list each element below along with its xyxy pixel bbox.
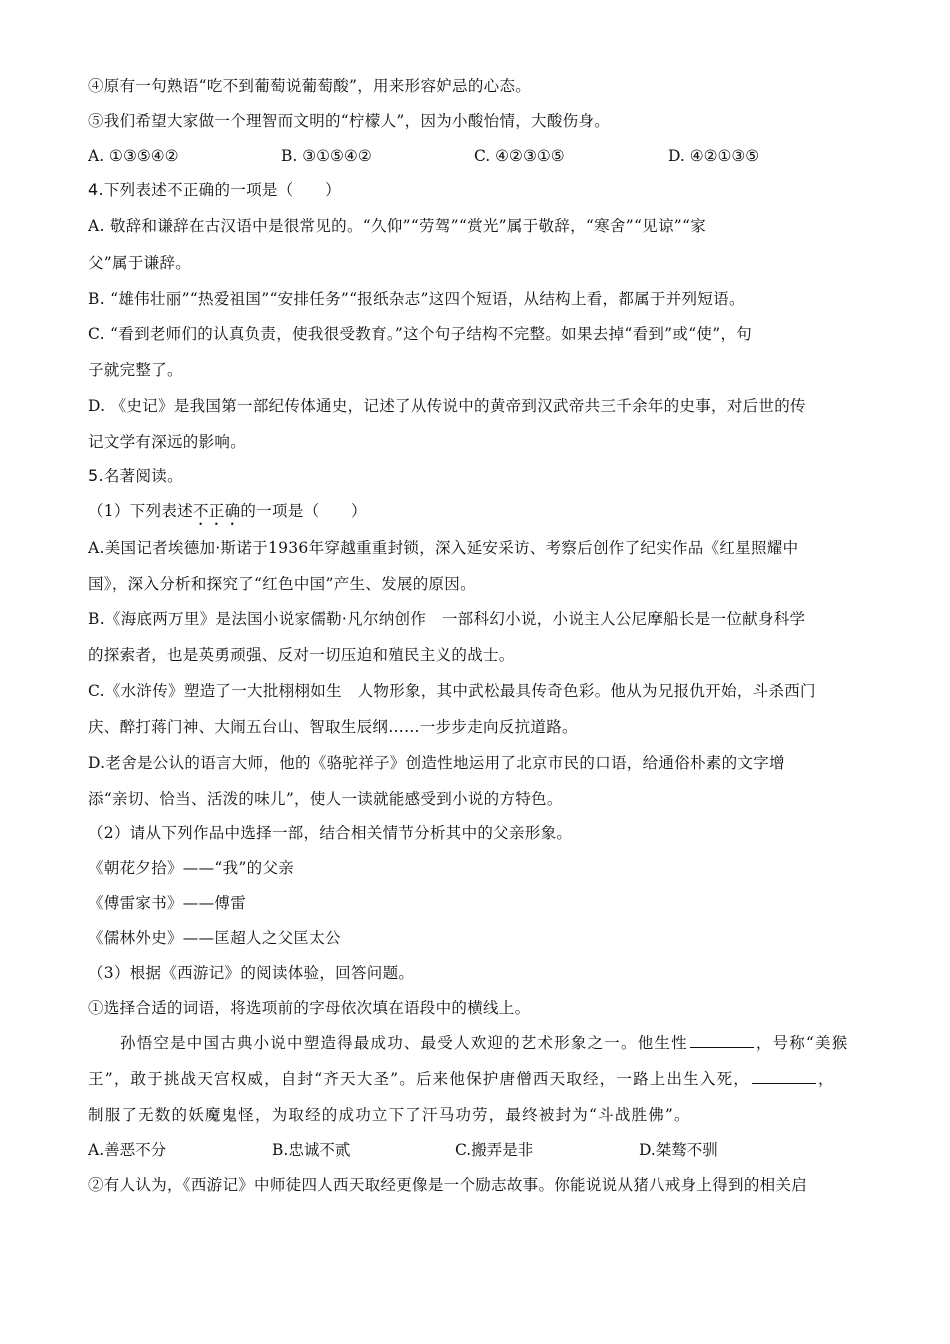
q3-option-a: A. ①③⑤④② bbox=[88, 147, 179, 165]
q5-option-a: A.美国记者埃德加·斯诺于1936年穿越重重封锁，深入延安采访、考察后创作了纪实作品《红星照耀中 bbox=[88, 539, 799, 557]
q4-option-b: B. “雄伟壮丽”“热爱祖国”“安排任务”“报纸杂志”这四个短语，从结构上看，都属于并列短语。 bbox=[88, 290, 745, 308]
q4-option-c: C. “看到老师们的认真负责，使我很受教育。”这个句子结构不完整。如果去掉“看到”或“使”，句 bbox=[88, 325, 753, 343]
fill-blank-1[interactable] bbox=[690, 1033, 754, 1048]
fill-blank-2[interactable] bbox=[752, 1069, 816, 1084]
passage-line-1-b: ，号称“美猴 bbox=[755, 1034, 849, 1052]
q5-part3-sub2: ②有人认为，《西游记》中师徒四人西天取经更像是一个励志故事。你能说说从猪八戒身上得到的相关启 bbox=[88, 1176, 808, 1194]
q3-item-5: ⑤我们希望大家做一个理智而文明的“柠檬人”，因为小酸怡情，大酸伤身。 bbox=[88, 112, 611, 130]
passage-line-1 bbox=[120, 1032, 848, 1054]
q5-part3-sub1: ①选择合适的词语，将选项前的字母依次填在语段中的横线上。 bbox=[88, 999, 531, 1017]
q5-word-option-b: B.忠诚不贰 bbox=[272, 1141, 351, 1159]
passage-line-2-a: 王”，敢于挑战天宫权威，自封“齐天大圣”。后来他保护唐僧西天取经，一路上出生入死， bbox=[88, 1070, 750, 1088]
q5-option-c-cont: 庆、醉打蒋门神、大闹五台山、智取生辰纲……一步步走向反抗道路。 bbox=[88, 718, 578, 736]
q5-part1-stem bbox=[88, 500, 367, 529]
q3-option-c: C. ④②③①⑤ bbox=[474, 147, 565, 165]
passage-line-2 bbox=[88, 1068, 835, 1090]
q5-word-option-d: D.桀骜不驯 bbox=[639, 1141, 718, 1159]
q3-item-4: ④原有一句熟语“吃不到葡萄说葡萄酸”，用来形容妒忌的心态。 bbox=[88, 77, 532, 95]
q4-number: 4. bbox=[88, 180, 104, 199]
q5-option-a-cont: 国》，深入分析和探究了“红色中国”产生、发展的原因。 bbox=[88, 575, 476, 593]
q5-number: 5. bbox=[88, 466, 104, 485]
q5-part2-stem: （2）请从下列作品中选择一部，结合相关情节分析其中的父亲形象。 bbox=[88, 824, 573, 842]
q5-stem-text: 名著阅读。 bbox=[103, 467, 183, 485]
q5-option-d: D.老舍是公认的语言大师，他的《骆驼祥子》创造性地运用了北京市民的口语，给通俗朴素的文字增 bbox=[88, 754, 785, 772]
q5-word-option-a: A.善恶不分 bbox=[88, 1141, 167, 1159]
q5-option-b-cont: 的探索者，也是英勇顽强、反对一切压迫和殖民主义的战士。 bbox=[88, 646, 515, 664]
passage-line-1-a: 孙悟空是中国古典小说中塑造得最成功、最受人欢迎的艺术形象之一。他生性 bbox=[120, 1034, 688, 1052]
q5-part3-stem: （3）根据《西游记》的阅读体验，回答问题。 bbox=[88, 964, 415, 982]
q3-option-b: B. ③①⑤④② bbox=[281, 147, 372, 165]
q4-option-a-cont: 父”属于谦辞。 bbox=[88, 254, 192, 272]
emphasis-not-correct: 不正确 bbox=[192, 502, 241, 520]
q4-option-d: D. 《史记》是我国第一部纪传体通史，记述了从传说中的黄帝到汉武帝共三千余年的史事，对后世的传 bbox=[88, 397, 806, 415]
q4-option-d-cont: 记文学有深远的影响。 bbox=[88, 433, 247, 451]
q5-part1-pre: （1）下列表述 bbox=[88, 502, 193, 520]
q4-option-a: A. 敬辞和谦辞在古汉语中是很常见的。“久仰”“劳驾”“赏光”属于敬辞，“寒舍”“见谅”“家 bbox=[88, 217, 707, 235]
q5-part1-post: 的一项是（ ） bbox=[240, 502, 367, 520]
q4-option-c-cont: 子就完整了。 bbox=[88, 361, 183, 379]
passage-line-3: 制服了无数的妖魔鬼怪，为取经的成功立下了汗马功劳，最终被封为“斗战胜佛”。 bbox=[88, 1106, 691, 1124]
q5-work-2: 《傅雷家书》——傅雷 bbox=[88, 894, 247, 912]
q5-option-c: C.《水浒传》塑造了一大批栩栩如生 人物形象，其中武松最具传奇色彩。他从为兄报仇开始，斗杀西门 bbox=[88, 682, 816, 700]
q5-option-b: B.《海底两万里》是法国小说家儒勒·凡尔纳创作 一部科幻小说，小说主人公尼摩船长是一位献身科学 bbox=[88, 610, 806, 628]
passage-line-2-b: ， bbox=[817, 1070, 835, 1088]
q4-stem-text: 下列表述不正确的一项是（ ） bbox=[103, 181, 341, 199]
q5-word-option-c: C.搬弄是非 bbox=[455, 1141, 534, 1159]
q5-work-3: 《儒林外史》——匡超人之父匡太公 bbox=[88, 929, 341, 947]
q5-stem bbox=[88, 465, 183, 487]
q4-stem bbox=[88, 179, 341, 201]
q5-option-d-cont: 添“亲切、恰当、活泼的味儿”，使人一读就能感受到小说的方特色。 bbox=[88, 790, 563, 808]
q3-option-d: D. ④②①③⑤ bbox=[668, 147, 760, 165]
q5-work-1: 《朝花夕拾》——“我”的父亲 bbox=[88, 859, 295, 877]
